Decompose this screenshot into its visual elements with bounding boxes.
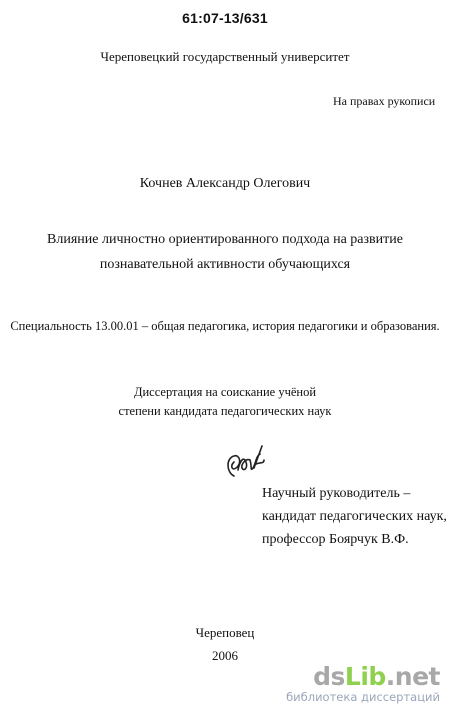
dissertation-degree-line-2: степени кандидата педагогических наук <box>118 404 332 418</box>
thesis-title-line-2: познавательной активности обучающихся <box>99 257 351 272</box>
archive-stamp: 61:07-13/631 <box>182 10 268 26</box>
manuscript-rights-note: На правах рукописи <box>333 94 436 108</box>
dslib-watermark <box>260 664 440 704</box>
watermark-logo <box>260 664 440 690</box>
watermark-logo-net: .net <box>385 662 440 691</box>
advisor-name: профессор Боярчук В.Ф. <box>262 532 409 547</box>
publication-year: 2006 <box>212 648 238 663</box>
advisor-heading: Научный руководитель – <box>262 486 411 501</box>
watermark-logo-lib: Lib <box>344 662 386 691</box>
dissertation-degree-line-1: Диссертация на соискание учёной <box>133 385 317 399</box>
specialty-line: Специальность 13.00.01 – общая педагогика, история педагогики и образования. <box>10 319 440 333</box>
advisor-degree: кандидат педагогических наук, <box>262 509 447 524</box>
university-name: Череповецкий государственный университет <box>100 49 350 64</box>
publication-city: Череповец <box>195 625 255 640</box>
handwritten-signature <box>220 438 270 488</box>
author-name: Кочнев Александр Олегович <box>139 176 311 191</box>
watermark-subtitle: библиотека диссертаций <box>286 690 440 704</box>
thesis-title-line-1: Влияние личностно ориентированного подхода на развитие <box>47 232 403 247</box>
watermark-logo-ds: ds <box>313 662 345 691</box>
